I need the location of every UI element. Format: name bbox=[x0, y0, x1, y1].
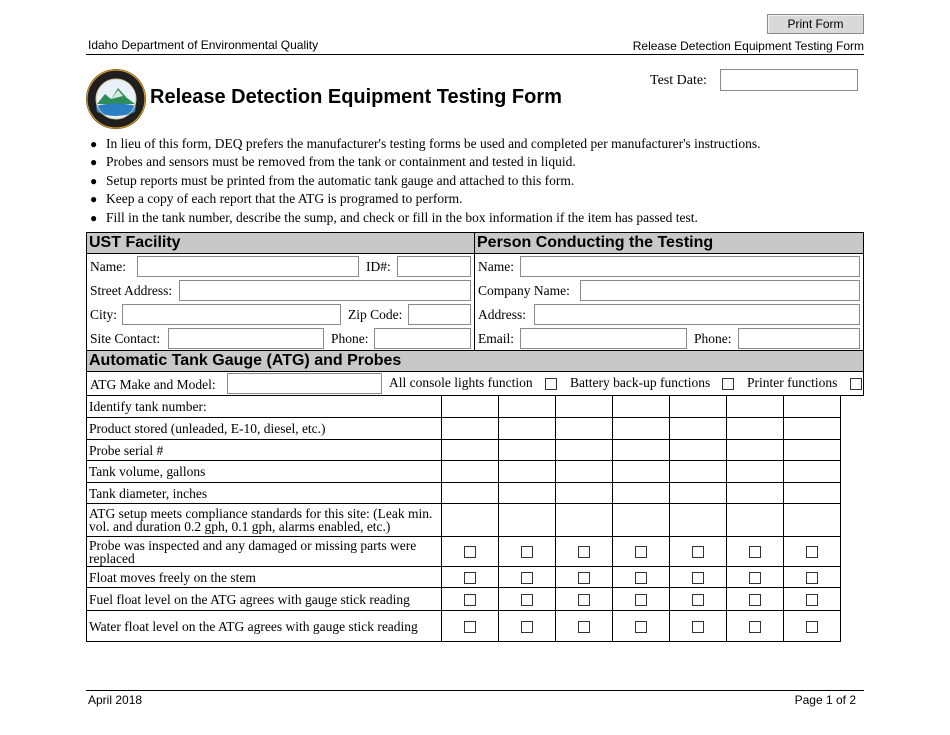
email-field[interactable] bbox=[520, 328, 687, 349]
tank-check-cell bbox=[556, 537, 613, 567]
tank-check-cell bbox=[784, 588, 841, 611]
tank-input-cell[interactable] bbox=[442, 461, 499, 483]
tank-input-cell[interactable] bbox=[784, 504, 841, 537]
tank-input-cell[interactable] bbox=[784, 418, 841, 440]
tester-phone-label: Phone: bbox=[694, 331, 732, 346]
atg-probe-table bbox=[86, 395, 841, 642]
test-date-label: Test Date: bbox=[650, 73, 707, 88]
table-row bbox=[87, 418, 841, 440]
tank-input-cell[interactable] bbox=[442, 504, 499, 537]
tank-checkbox[interactable] bbox=[806, 572, 818, 584]
table-row bbox=[87, 567, 841, 588]
table-row bbox=[87, 611, 841, 642]
tank-checkbox[interactable] bbox=[806, 621, 818, 633]
tank-input-cell[interactable] bbox=[499, 440, 556, 461]
tank-check-cell bbox=[727, 588, 784, 611]
tank-input-cell[interactable] bbox=[727, 461, 784, 483]
tank-checkbox[interactable] bbox=[635, 621, 647, 633]
atg-make-model-label: ATG Make and Model: bbox=[90, 377, 216, 392]
tank-input-cell[interactable] bbox=[727, 504, 784, 537]
tank-input-cell[interactable] bbox=[556, 504, 613, 537]
console-lights-checkbox[interactable] bbox=[545, 378, 557, 390]
tank-checkbox[interactable] bbox=[692, 572, 704, 584]
tank-checkbox[interactable] bbox=[464, 594, 476, 606]
tank-check-cell bbox=[442, 567, 499, 588]
tank-check-cell bbox=[613, 537, 670, 567]
tank-input-cell[interactable] bbox=[613, 396, 670, 418]
row-label: Product stored (unleaded, E-10, diesel, etc.) bbox=[87, 418, 442, 440]
tank-input-cell[interactable] bbox=[556, 483, 613, 504]
facility-id-field[interactable] bbox=[397, 256, 471, 277]
tank-input-cell[interactable] bbox=[499, 504, 556, 537]
tank-input-cell[interactable] bbox=[499, 483, 556, 504]
tank-check-cell bbox=[499, 537, 556, 567]
table-row bbox=[87, 483, 841, 504]
tank-checkbox[interactable] bbox=[464, 572, 476, 584]
company-name-label: Company Name: bbox=[478, 283, 570, 298]
tank-input-cell[interactable] bbox=[556, 396, 613, 418]
tank-input-cell[interactable] bbox=[727, 418, 784, 440]
email-label: Email: bbox=[478, 331, 514, 346]
tank-checkbox[interactable] bbox=[578, 621, 590, 633]
battery-backup-label: Battery back-up functions bbox=[570, 375, 711, 390]
tank-input-cell[interactable] bbox=[556, 440, 613, 461]
tank-check-cell bbox=[499, 588, 556, 611]
table-row bbox=[87, 537, 841, 567]
tank-input-cell[interactable] bbox=[442, 483, 499, 504]
tank-checkbox[interactable] bbox=[521, 572, 533, 584]
tank-input-cell[interactable] bbox=[670, 418, 727, 440]
person-testing-heading: Person Conducting the Testing bbox=[474, 232, 864, 254]
tank-check-cell bbox=[499, 611, 556, 642]
atg-make-model-field[interactable] bbox=[227, 373, 382, 394]
tank-input-cell[interactable] bbox=[499, 396, 556, 418]
tank-input-cell[interactable] bbox=[784, 483, 841, 504]
tank-checkbox[interactable] bbox=[521, 594, 533, 606]
tank-check-cell bbox=[556, 588, 613, 611]
tank-check-cell bbox=[727, 537, 784, 567]
list-item: ● Fill in the tank number, describe the sump, and check or fill in the box information if the item has passed test. bbox=[90, 209, 698, 225]
tank-input-cell[interactable] bbox=[556, 461, 613, 483]
tank-check-cell bbox=[499, 567, 556, 588]
tank-input-cell[interactable] bbox=[613, 504, 670, 537]
console-lights-label: All console lights function bbox=[389, 375, 533, 390]
facility-phone-label: Phone: bbox=[331, 331, 369, 346]
tank-checkbox[interactable] bbox=[464, 546, 476, 558]
header-agency: Idaho Department of Environmental Quality bbox=[88, 38, 319, 52]
row-label: Water float level on the ATG agrees with gauge stick reading bbox=[87, 611, 442, 642]
tank-check-cell bbox=[727, 567, 784, 588]
footer-rule bbox=[86, 690, 864, 691]
tank-check-cell bbox=[556, 611, 613, 642]
tank-check-cell bbox=[784, 537, 841, 567]
list-item: ● Probes and sensors must be removed from the tank or containment and tested in liquid. bbox=[90, 154, 576, 170]
tank-input-cell[interactable] bbox=[670, 483, 727, 504]
tank-input-cell[interactable] bbox=[499, 461, 556, 483]
list-item: ● Keep a copy of each report that the ATG is programed to perform. bbox=[90, 191, 463, 207]
tank-input-cell[interactable] bbox=[727, 483, 784, 504]
tank-checkbox[interactable] bbox=[578, 572, 590, 584]
tank-checkbox[interactable] bbox=[521, 546, 533, 558]
row-label: Probe serial # bbox=[87, 440, 442, 461]
header-rule bbox=[86, 54, 864, 55]
tank-check-cell bbox=[784, 611, 841, 642]
table-row bbox=[87, 504, 841, 537]
tank-check-cell bbox=[613, 567, 670, 588]
tank-check-cell bbox=[442, 537, 499, 567]
tank-check-cell bbox=[670, 611, 727, 642]
table-row bbox=[87, 440, 841, 461]
tank-check-cell bbox=[442, 611, 499, 642]
tank-input-cell[interactable] bbox=[499, 418, 556, 440]
printer-functions-label: Printer functions bbox=[747, 375, 838, 390]
city-label: City: bbox=[90, 307, 118, 322]
tank-input-cell[interactable] bbox=[613, 483, 670, 504]
table-row bbox=[87, 396, 841, 418]
tank-checkbox[interactable] bbox=[521, 621, 533, 633]
tank-checkbox[interactable] bbox=[692, 621, 704, 633]
divider bbox=[474, 253, 475, 351]
tank-check-cell bbox=[670, 588, 727, 611]
instructions-list bbox=[90, 135, 761, 227]
company-name-field[interactable] bbox=[580, 280, 860, 301]
tester-name-field[interactable] bbox=[520, 256, 860, 277]
facility-name-field[interactable] bbox=[137, 256, 359, 277]
row-label: Tank volume, gallons bbox=[87, 461, 442, 483]
print-form-button[interactable]: Print Form bbox=[767, 14, 864, 34]
header-form-name: Release Detection Equipment Testing Form bbox=[632, 39, 864, 53]
tank-check-cell bbox=[613, 588, 670, 611]
tester-address-label: Address: bbox=[478, 307, 526, 322]
row-label: Probe was inspected and any damaged or missing parts were replaced bbox=[87, 537, 442, 567]
tank-input-cell[interactable] bbox=[784, 396, 841, 418]
table-row bbox=[87, 588, 841, 611]
tank-checkbox[interactable] bbox=[635, 572, 647, 584]
tank-input-cell[interactable] bbox=[613, 461, 670, 483]
tank-input-cell[interactable] bbox=[670, 440, 727, 461]
tank-input-cell[interactable] bbox=[442, 418, 499, 440]
street-address-label: Street Address: bbox=[90, 283, 173, 298]
test-date-input[interactable] bbox=[720, 69, 858, 91]
tester-phone-field[interactable] bbox=[738, 328, 860, 349]
tank-checkbox[interactable] bbox=[692, 594, 704, 606]
tank-checkbox[interactable] bbox=[749, 572, 761, 584]
tank-check-cell bbox=[727, 611, 784, 642]
tank-check-cell bbox=[442, 588, 499, 611]
tank-input-cell[interactable] bbox=[784, 440, 841, 461]
tank-checkbox[interactable] bbox=[749, 594, 761, 606]
tank-input-cell[interactable] bbox=[442, 440, 499, 461]
site-contact-field[interactable] bbox=[168, 328, 324, 349]
row-label: Identify tank number: bbox=[87, 396, 442, 418]
tank-checkbox[interactable] bbox=[749, 546, 761, 558]
battery-backup-checkbox[interactable] bbox=[722, 378, 734, 390]
list-item: ● Setup reports must be printed from the automatic tank gauge and attached to this form. bbox=[90, 172, 575, 188]
footer-page-number: Page 1 of 2 bbox=[794, 693, 856, 707]
footer-date: April 2018 bbox=[88, 693, 143, 707]
tank-input-cell[interactable] bbox=[727, 440, 784, 461]
zip-code-field[interactable] bbox=[408, 304, 471, 325]
row-label: Tank diameter, inches bbox=[87, 483, 442, 504]
tank-checkbox[interactable] bbox=[806, 546, 818, 558]
facility-id-label: ID#: bbox=[366, 259, 391, 274]
row-label: Float moves freely on the stem bbox=[87, 567, 442, 588]
table-row bbox=[87, 461, 841, 483]
list-item: ● In lieu of this form, DEQ prefers the manufacturer's testing forms be used and completed per manufacturer's instructions. bbox=[90, 136, 761, 151]
tank-input-cell[interactable] bbox=[670, 396, 727, 418]
tester-name-label: Name: bbox=[478, 259, 514, 274]
tank-checkbox[interactable] bbox=[692, 546, 704, 558]
tank-checkbox[interactable] bbox=[749, 621, 761, 633]
tank-check-cell bbox=[670, 567, 727, 588]
site-contact-label: Site Contact: bbox=[90, 331, 161, 346]
tank-input-cell[interactable] bbox=[556, 418, 613, 440]
zip-code-label: Zip Code: bbox=[348, 307, 403, 322]
street-address-field[interactable] bbox=[179, 280, 471, 301]
facility-phone-field[interactable] bbox=[374, 328, 471, 349]
tester-address-field[interactable] bbox=[534, 304, 860, 325]
deq-seal-logo bbox=[85, 68, 147, 130]
tank-input-cell[interactable] bbox=[442, 396, 499, 418]
tank-check-cell bbox=[556, 567, 613, 588]
tank-input-cell[interactable] bbox=[613, 418, 670, 440]
tank-input-cell[interactable] bbox=[613, 440, 670, 461]
row-label: ATG setup meets compliance standards for this site: (Leak min. vol. and duration 0.2 gph, 0.1 gph, alarms enabled, etc.) bbox=[87, 504, 442, 537]
atg-heading: Automatic Tank Gauge (ATG) and Probes bbox=[86, 350, 864, 372]
facility-name-label: Name: bbox=[90, 259, 126, 274]
tank-checkbox[interactable] bbox=[806, 594, 818, 606]
tank-check-cell bbox=[613, 611, 670, 642]
tank-input-cell[interactable] bbox=[727, 396, 784, 418]
tank-checkbox[interactable] bbox=[635, 546, 647, 558]
tank-input-cell[interactable] bbox=[670, 504, 727, 537]
city-field[interactable] bbox=[122, 304, 341, 325]
tank-checkbox[interactable] bbox=[578, 594, 590, 606]
tank-input-cell[interactable] bbox=[784, 461, 841, 483]
tank-checkbox[interactable] bbox=[464, 621, 476, 633]
printer-functions-checkbox[interactable] bbox=[850, 378, 862, 390]
ust-facility-heading: UST Facility bbox=[86, 232, 475, 254]
tank-checkbox[interactable] bbox=[578, 546, 590, 558]
page-title: Release Detection Equipment Testing Form bbox=[150, 86, 562, 108]
tank-checkbox[interactable] bbox=[635, 594, 647, 606]
tank-check-cell bbox=[670, 537, 727, 567]
tank-input-cell[interactable] bbox=[670, 461, 727, 483]
tank-check-cell bbox=[784, 567, 841, 588]
row-label: Fuel float level on the ATG agrees with gauge stick reading bbox=[87, 588, 442, 611]
